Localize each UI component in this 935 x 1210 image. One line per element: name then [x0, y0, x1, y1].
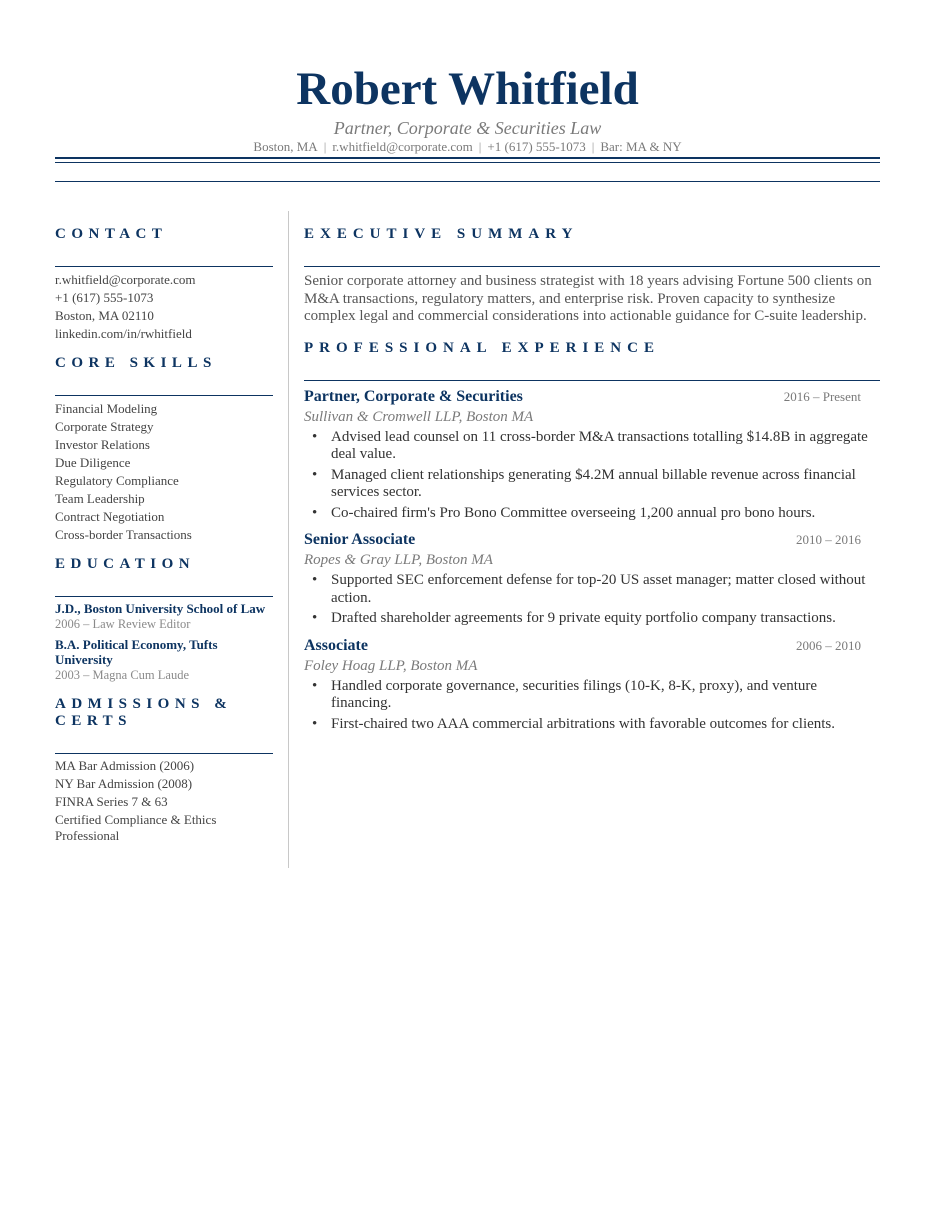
bullet-glyph: • [312, 610, 318, 626]
certs-section [55, 696, 273, 844]
job-entry [304, 530, 880, 628]
skill-item: Regulatory Compliance [55, 473, 179, 488]
job-bullet [304, 716, 880, 734]
job-dates: 2016 – Present [783, 388, 861, 404]
sidebar [55, 226, 273, 856]
job-bullets [304, 678, 880, 734]
education-degree: B.A. Political Economy, Tufts University [55, 637, 218, 667]
separator: | [323, 139, 327, 154]
contact-phone: +1 (617) 555-1073 [55, 290, 154, 305]
experience-section [304, 340, 880, 734]
separator: | [591, 139, 595, 154]
header-contact-line [55, 139, 880, 155]
job-bullets [304, 572, 880, 628]
education-section [55, 556, 273, 684]
bullet-glyph: • [312, 677, 318, 694]
bullet-text: Advised lead counsel on 11 cross-border M&A transactions totalling $14.8B in aggregate deal value. [331, 428, 868, 462]
job-header [304, 636, 880, 656]
skill-item: Corporate Strategy [55, 419, 154, 434]
header-single-rule [55, 181, 880, 182]
job-header [304, 387, 880, 407]
skills-section [55, 355, 273, 544]
job-bullet [304, 467, 880, 502]
column-divider [288, 211, 289, 868]
cert-item: MA Bar Admission (2006) [55, 758, 195, 773]
bullet-text: Drafted shareholder agreements for 9 private equity portfolio company transactions. [331, 610, 836, 626]
header-phone: +1 (617) 555-1073 [487, 139, 586, 154]
skill-item: Financial Modeling [55, 401, 158, 416]
job-entry [304, 636, 880, 734]
contact-list [55, 271, 273, 343]
bullet-glyph: • [312, 466, 318, 483]
cert-item: NY Bar Admission (2008) [55, 776, 193, 791]
section-title-skills: CORE SKILLS [55, 355, 273, 396]
bullet-glyph: • [312, 428, 318, 445]
contact-linkedin: linkedin.com/in/rwhitfield [55, 326, 192, 341]
bullet-glyph: • [312, 715, 318, 732]
job-organization: Sullivan & Cromwell LLP, Boston MA [304, 408, 534, 425]
section-title-contact: CONTACT [55, 226, 273, 267]
bullet-text: Managed client relationships generating $4.2M annual billable revenue across financial services sector. [331, 466, 856, 500]
summary-section [304, 226, 880, 326]
contact-section [55, 226, 273, 343]
section-title-education: EDUCATION [55, 556, 273, 597]
skill-item: Team Leadership [55, 491, 145, 506]
job-bullet [304, 429, 880, 464]
job-organization: Ropes & Gray LLP, Boston MA [304, 552, 493, 568]
header-double-rule [55, 157, 880, 163]
skill-item: Investor Relations [55, 437, 150, 452]
cert-item: FINRA Series 7 & 63 [55, 794, 168, 809]
header-bar-admissions: Bar: MA & NY [600, 139, 682, 154]
contact-email: r.whitfield@corporate.com [55, 272, 196, 287]
section-title-experience: PROFESSIONAL EXPERIENCE [304, 340, 880, 381]
education-meta: 2003 – Magna Cum Laude [55, 668, 190, 682]
job-title: Associate [304, 636, 368, 654]
contact-address: Boston, MA 02110 [55, 308, 154, 323]
candidate-name: Robert Whitfield [296, 63, 639, 115]
job-dates: 2010 – 2016 [796, 532, 861, 547]
education-meta: 2006 – Law Review Editor [55, 617, 191, 631]
cert-item: Certified Compliance & Ethics Professional [55, 812, 217, 843]
job-entry [304, 387, 880, 523]
job-dates: 2006 – 2010 [796, 637, 861, 653]
bullet-glyph: • [312, 504, 318, 521]
bullet-text: Co-chaired firm's Pro Bono Committee overseeing 1,200 annual pro bono hours. [331, 504, 816, 521]
job-title: Senior Associate [304, 531, 416, 548]
skill-item: Contract Negotiation [55, 509, 165, 524]
header-location: Boston, MA [253, 139, 318, 154]
job-organization: Foley Hoag LLP, Boston MA [304, 657, 478, 674]
header-email: r.whitfield@corporate.com [332, 139, 473, 154]
separator: | [478, 139, 482, 154]
bullet-text: First-chaired two AAA commercial arbitrations with favorable outcomes for clients. [331, 715, 836, 732]
skill-item: Cross-border Transactions [55, 527, 192, 542]
job-title: Partner, Corporate & Securities [304, 387, 523, 405]
summary-text: Senior corporate attorney and business strategist with 18 years advising Fortune 500 clients on M&A transactions, regulatory matters, and enterprise risk. Proven capacity to synthesize complex legal and commercial considerations into actionable guidance for C-suite leadership. [304, 273, 872, 324]
job-bullet [304, 610, 880, 628]
main-column [304, 226, 880, 741]
section-title-summary: EXECUTIVE SUMMARY [304, 226, 880, 267]
job-bullet [304, 505, 880, 523]
education-degree: J.D., Boston University School of Law [55, 601, 266, 616]
job-bullets [304, 429, 880, 523]
job-bullet [304, 572, 880, 607]
candidate-title: Partner, Corporate & Securities Law [333, 118, 602, 138]
bullet-text: Supported SEC enforcement defense for top-20 US asset manager; matter closed without action. [331, 572, 866, 606]
section-title-certs: ADMISSIONS & CERTS [55, 696, 273, 754]
resume-header [55, 60, 880, 155]
job-bullet [304, 678, 880, 713]
bullet-text: Handled corporate governance, securities filings (10-K, 8-K, proxy), and venture financing. [331, 677, 818, 711]
job-header [304, 530, 880, 550]
skill-item: Due Diligence [55, 455, 131, 470]
bullet-glyph: • [312, 572, 318, 588]
skills-list [55, 400, 273, 544]
